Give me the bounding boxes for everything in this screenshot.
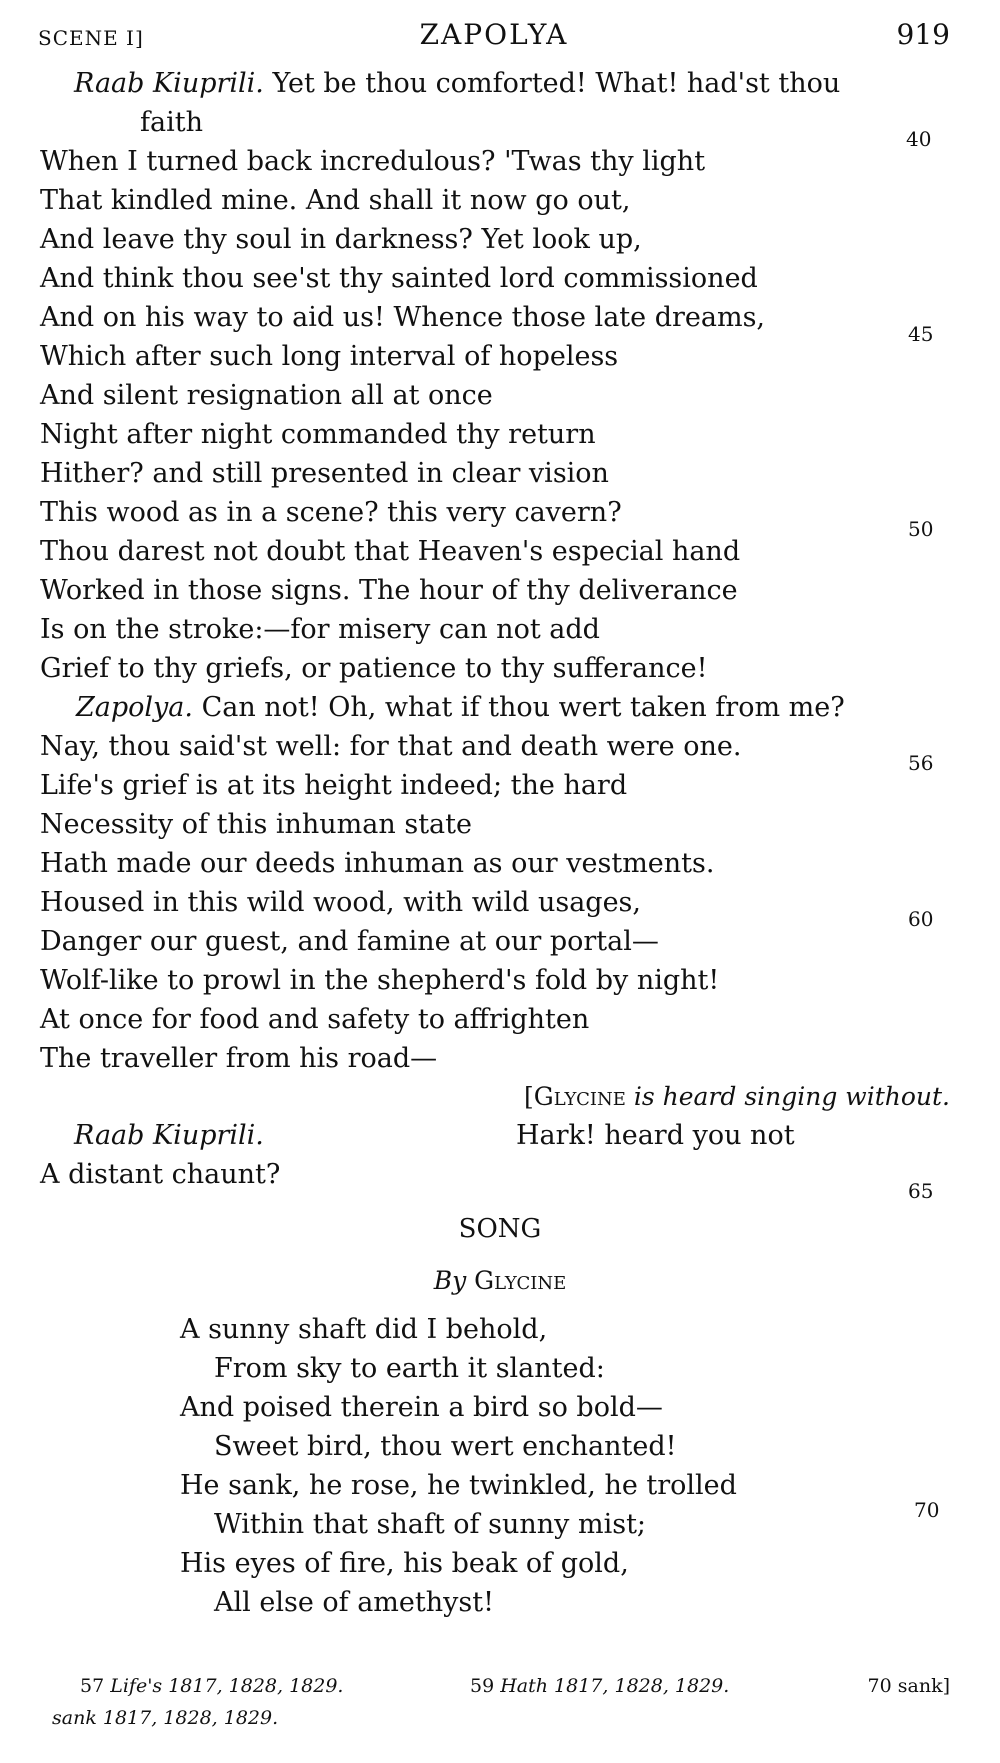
speaker-name: Zapolya. [76, 692, 193, 723]
footnote-70-continued: sank 1817, 1828, 1829. [52, 1707, 279, 1729]
verse-line: Grief to thy griefs, or patience to thy sufferance! [40, 653, 708, 684]
song-line: From sky to earth it slanted: [214, 1353, 605, 1384]
page-number: 919 [896, 18, 950, 51]
stage-character: Glycine [533, 1082, 626, 1111]
verse-line: Wolf-like to prowl in the shepherd's fold by night! [40, 965, 720, 996]
byline-by: By [433, 1266, 467, 1295]
verse-line: This wood as in a scene? this very cavern? [40, 497, 622, 528]
verse-line: At once for food and safety to affrighten [40, 1004, 590, 1035]
verse-line: Which after such long interval of hopeless [40, 341, 619, 372]
song-line: His eyes of fire, his beak of gold, [180, 1548, 629, 1579]
footnote-text: sank] [897, 1675, 950, 1697]
footnote-text: Hath 1817, 1828, 1829. [500, 1675, 730, 1697]
footnote-number: 59 [470, 1675, 495, 1697]
song-line: A sunny shaft did I behold, [180, 1314, 548, 1345]
speech-line [74, 68, 840, 99]
byline-author: Glycine [474, 1266, 567, 1295]
line-number: 70 [914, 1498, 940, 1522]
footnote-text: Life's 1817, 1828, 1829. [110, 1675, 344, 1697]
verse-line: The traveller from his road— [40, 1043, 438, 1074]
verse-line: Necessity of this inhuman state [40, 809, 472, 840]
line-number: 40 [906, 127, 932, 151]
song-line: Sweet bird, thou wert enchanted! [214, 1431, 677, 1462]
verse-line: Danger our guest, and famine at our portal— [40, 926, 659, 957]
verse-line: That kindled mine. And shall it now go out, [40, 185, 631, 216]
song-line: And poised therein a bird so bold— [180, 1392, 663, 1423]
verse-line: Hither? and still presented in clear vision [40, 458, 609, 489]
verse-line: Is on the stroke:—for misery can not add [40, 614, 600, 645]
verse-line: Hark! heard you not [516, 1120, 795, 1151]
verse-line: And silent resignation all at once [40, 380, 493, 411]
stage-bracket: [ [524, 1082, 534, 1111]
verse-line: Life's grief is at its height indeed; the hard [40, 770, 628, 801]
line-number: 56 [908, 751, 934, 775]
verse-text: Can not! Oh, what if thou wert taken from me? [201, 692, 845, 723]
verse-line: And leave thy soul in darkness? Yet look up, [40, 224, 642, 255]
song-line: All else of amethyst! [214, 1587, 494, 1618]
song-line: Within that shaft of sunny mist; [214, 1509, 647, 1540]
verse-line: faith [140, 107, 203, 138]
verse-line: Housed in this wild wood, with wild usages, [40, 887, 641, 918]
footnote-59 [470, 1675, 729, 1697]
footnote-number: 57 [80, 1675, 105, 1697]
speaker-name: Raab Kiuprili. [74, 68, 264, 99]
line-number: 50 [908, 517, 934, 541]
verse-line: Thou darest not doubt that Heaven's especial hand [40, 536, 741, 567]
speech-line [76, 692, 845, 723]
verse-line: Worked in those signs. The hour of thy deliverance [40, 575, 738, 606]
song-line: He sank, he rose, he twinkled, he trolled [180, 1470, 737, 1501]
footnote-57 [80, 1675, 343, 1697]
verse-text: Yet be thou comforted! What! had'st thou [272, 68, 841, 99]
verse-line: And think thou see'st thy sainted lord commissioned [40, 263, 758, 294]
stage-action: is heard singing without. [633, 1082, 950, 1111]
scene-label: SCENE I] [38, 26, 144, 50]
running-header [38, 18, 950, 58]
verse-line: A distant chaunt? [40, 1159, 281, 1190]
song-byline [0, 1266, 1000, 1295]
page-title: ZAPOLYA [419, 18, 569, 51]
speaker-name-line [74, 1120, 264, 1151]
verse-line: And on his way to aid us! Whence those late dreams, [40, 302, 766, 333]
footnote-number: 70 [867, 1675, 892, 1697]
verse-line: Hath made our deeds inhuman as our vestments. [40, 848, 715, 879]
verse-line: Nay, thou said'st well: for that and death were one. [40, 731, 742, 762]
verse-line: When I turned back incredulous? 'Twas thy light [40, 146, 706, 177]
verse-line: Night after night commanded thy return [40, 419, 596, 450]
stage-direction [524, 1082, 950, 1111]
line-number: 60 [908, 907, 934, 931]
footnote-70 [868, 1675, 950, 1697]
line-number: 65 [908, 1179, 934, 1203]
song-title: SONG [458, 1214, 542, 1244]
speaker-name: Raab Kiuprili. [74, 1120, 264, 1151]
line-number: 45 [908, 322, 934, 346]
